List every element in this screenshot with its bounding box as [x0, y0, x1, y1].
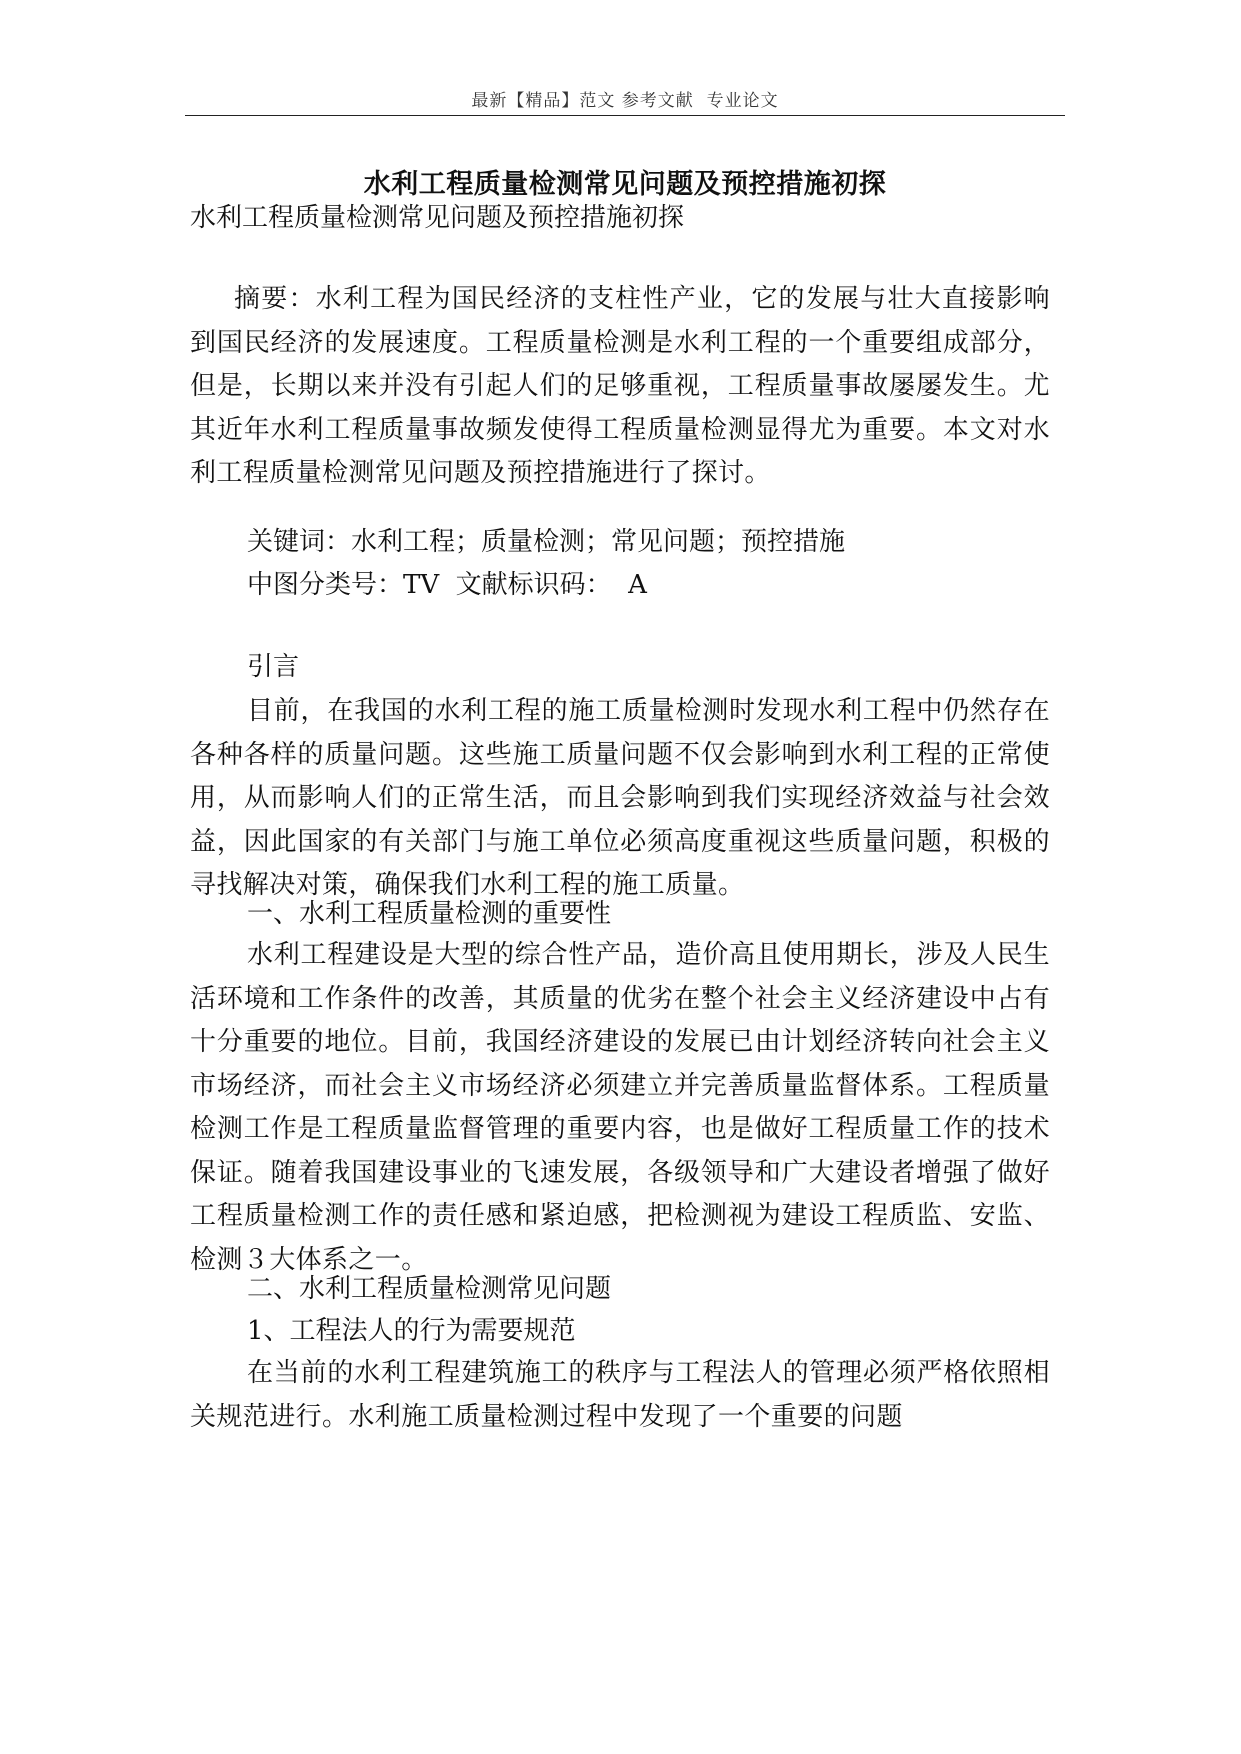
document-subtitle: 水利工程质量检测常见问题及预控措施初探 — [190, 203, 685, 233]
section2-subheading: 1、工程法人的行为需要规范 — [247, 1316, 576, 1346]
intro-heading: 引言 — [247, 652, 300, 682]
abstract-paragraph: 摘要：水利工程为国民经济的支柱性产业，它的发展与壮大直接影响到国民经济的发展速度。工程质量检测是水利工程的一个重要组成部分，但是，长期以来并没有引起人们的足够重视，工程质量事故屡屡发生。尤其近年水利工程质量事故频发使得工程质量检测显得尤为重要。本文对水利工程质量检测常见问题及预控措施进行了探讨。 — [190, 284, 1050, 488]
section2-heading: 二、水利工程质量检测常见问题 — [247, 1274, 612, 1304]
page-header: 最新【精品】范文 参考文献 专业论文 — [471, 91, 779, 111]
intro-paragraph: 目前，在我国的水利工程的施工质量检测时发现水利工程中仍然存在各种各样的质量问题。这些施工质量问题不仅会影响到水利工程的正常使用，从而影响人们的正常生活，而且会影响到我们实现经济效益与社会效益，因此国家的有关部门与施工单位必须高度重视这些质量问题，积极的寻找解决对策，确保我们水利工程的施工质量。 — [190, 696, 1050, 900]
keywords-line: 关键词：水利工程；质量检测；常见问题；预控措施 — [247, 527, 846, 557]
section1-heading: 一、水利工程质量检测的重要性 — [247, 899, 612, 929]
classification-line: 中图分类号：TV 文献标识码： A — [247, 570, 647, 600]
section2-paragraph: 在当前的水利工程建筑施工的秩序与工程法人的管理必须严格依照相关规范进行。水利施工质量检测过程中发现了一个重要的问题 — [190, 1358, 1050, 1432]
header-divider — [185, 115, 1065, 116]
document-title: 水利工程质量检测常见问题及预控措施初探 — [363, 169, 887, 200]
section1-paragraph: 水利工程建设是大型的综合性产品，造价高且使用期长，涉及人民生活环境和工作条件的改善，其质量的优劣在整个社会主义经济建设中占有十分重要的地位。目前，我国经济建设的发展已由计划经济转向社会主义市场经济，而社会主义市场经济必须建立并完善质量监督体系。工程质量检测工作是工程质量监督管理的重要内容，也是做好工程质量工作的技术保证。随着我国建设事业的飞速发展，各级领导和广大建设者增强了做好工程质量检测工作的责任感和紧迫感，把检测视为建设工程质监、安监、检测３大体系之一。 — [190, 940, 1050, 1275]
